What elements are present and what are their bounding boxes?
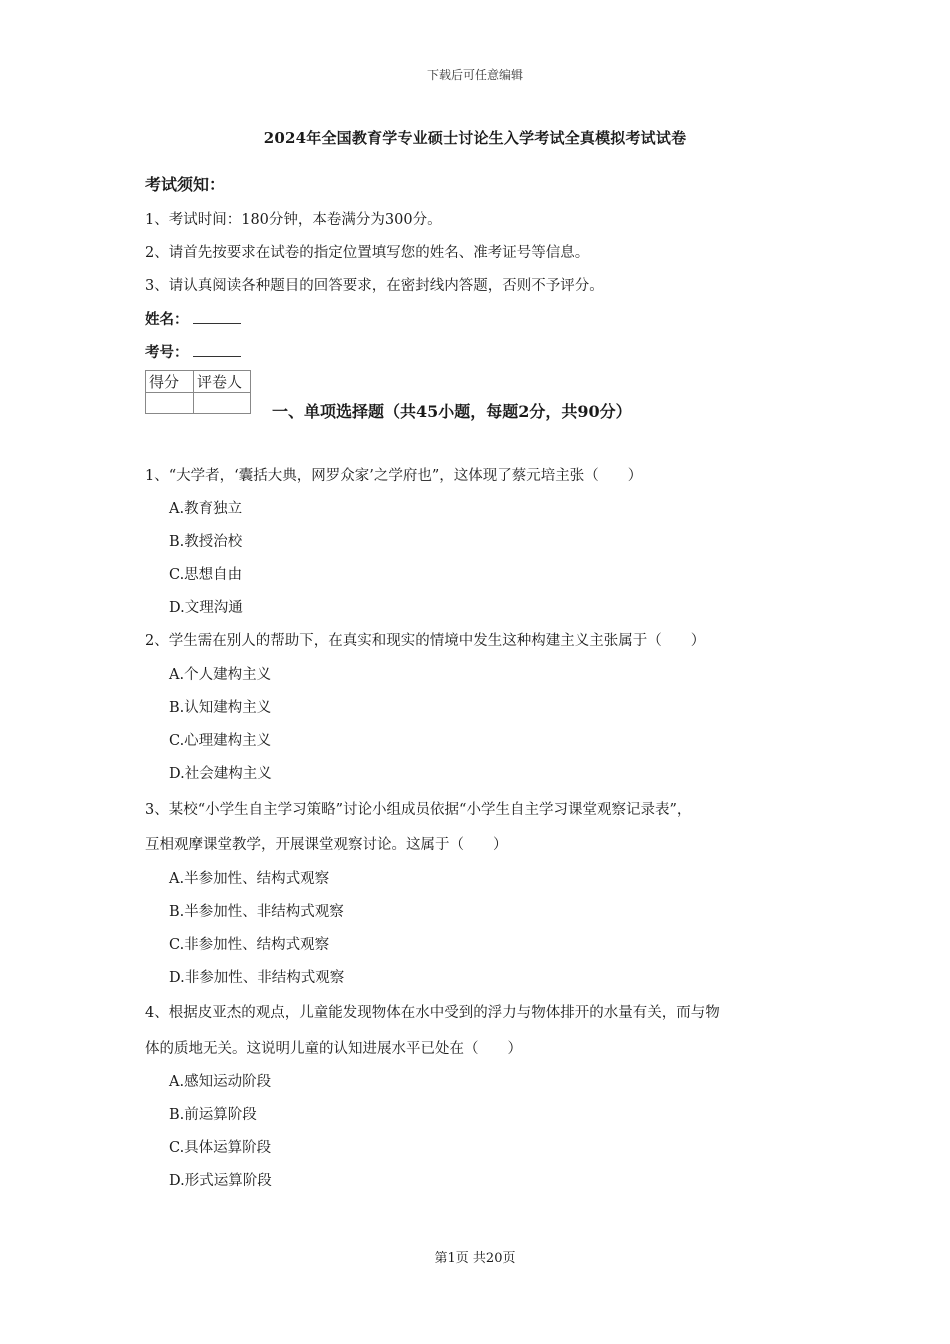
notice-item-3: 3、请认真阅读各种题目的回答要求，在密封线内答题，否则不予评分。: [145, 278, 604, 294]
q3-option-d[interactable]: D.非参加性、非结构式观察: [169, 970, 345, 986]
question-2: 2、学生需在别人的帮助下，在真实和现实的情境中发生这种构建主义主张属于（ ）: [145, 633, 706, 649]
q2-option-a[interactable]: A.个人建构主义: [169, 667, 272, 683]
question-3-line-2: 互相观摩课堂教学，开展课堂观察讨论。这属于（ ）: [145, 837, 508, 853]
q3-option-a[interactable]: A.半参加性、结构式观察: [169, 871, 330, 887]
id-blank[interactable]: [193, 342, 241, 357]
q1-option-b[interactable]: B.教授治校: [169, 534, 243, 550]
question-4-line-1: 4、根据皮亚杰的观点，儿童能发现物体在水中受到的浮力与物体排开的水量有关，而与物: [145, 1005, 720, 1021]
notice-heading: 考试须知：: [145, 175, 226, 194]
q2-option-c[interactable]: C.心理建构主义: [169, 733, 272, 749]
question-4-line-2: 体的质地无关。这说明儿童的认知进展水平已处在（ ）: [145, 1041, 522, 1057]
q2-option-d[interactable]: D.社会建构主义: [169, 766, 272, 782]
name-field[interactable]: [145, 308, 241, 329]
q1-option-d[interactable]: D.文理沟通: [169, 600, 243, 616]
grader-cell[interactable]: [194, 393, 251, 414]
notice-item-1: 1、考试时间：180分钟，本卷满分为300分。: [145, 212, 442, 228]
section-title: 一、单项选择题（共45小题，每题2分，共90分）: [272, 402, 632, 421]
page-footer: 第1页 共20页: [434, 1251, 516, 1266]
q3-option-b[interactable]: B.半参加性、非结构式观察: [169, 904, 344, 920]
q4-option-b[interactable]: B.前运算阶段: [169, 1107, 257, 1123]
q1-option-c[interactable]: C.思想自由: [169, 567, 243, 583]
id-label: 考号：: [145, 344, 189, 361]
q4-option-a[interactable]: A.感知运动阶段: [169, 1074, 272, 1090]
notice-item-2: 2、请首先按要求在试卷的指定位置填写您的姓名、准考证号等信息。: [145, 245, 590, 261]
id-field[interactable]: [145, 341, 241, 362]
grader-header: 评卷人: [194, 371, 251, 393]
question-1: 1、“大学者，‘囊括大典，网罗众家’之学府也”，这体现了蔡元培主张（ ）: [145, 468, 643, 484]
name-blank[interactable]: [193, 309, 241, 324]
question-3-line-1: 3、某校“小学生自主学习策略”讨论小组成员依据“小学生自主学习课堂观察记录表”，: [145, 802, 692, 818]
q3-option-c[interactable]: C.非参加性、结构式观察: [169, 937, 330, 953]
q2-option-b[interactable]: B.认知建构主义: [169, 700, 272, 716]
q1-option-a[interactable]: A.教育独立: [169, 501, 243, 517]
exam-title: 2024年全国教育学专业硕士讨论生入学考试全真模拟考试试卷: [263, 129, 687, 147]
score-cell[interactable]: [146, 393, 194, 414]
score-table: [145, 370, 251, 414]
name-label: 姓名：: [145, 311, 189, 328]
q4-option-c[interactable]: C.具体运算阶段: [169, 1140, 272, 1156]
score-header: 得分: [146, 371, 194, 393]
q4-option-d[interactable]: D.形式运算阶段: [169, 1173, 272, 1189]
page-header: 下载后可任意编辑: [426, 68, 523, 82]
